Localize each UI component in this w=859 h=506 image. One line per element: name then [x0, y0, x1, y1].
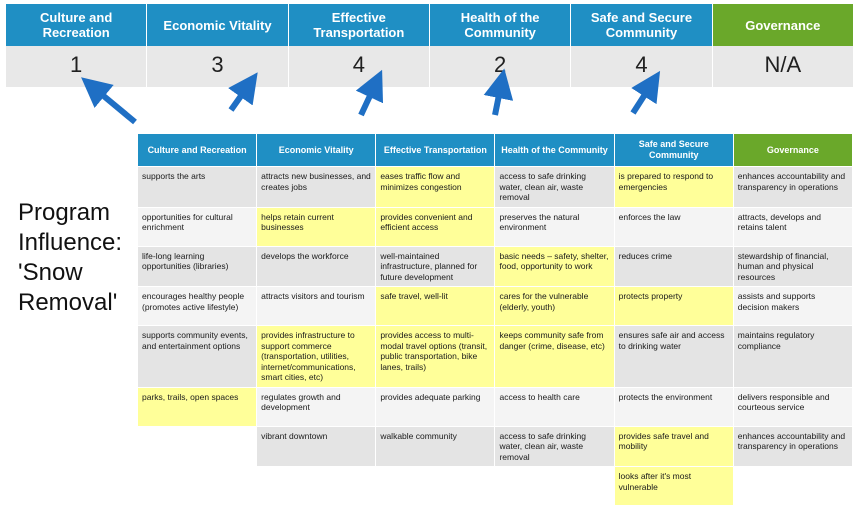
matrix-cell-r7-c2: [376, 467, 495, 506]
scorecard-score-5: N/A: [764, 52, 802, 77]
arrow-culture-recreation: [94, 88, 135, 122]
scorecard-score-4: 4: [571, 46, 712, 87]
matrix-cell-r5-c2: provides adequate parking: [376, 387, 495, 426]
table-row: [138, 387, 853, 426]
matrix-cell-r0-c3: access to safe drinking water, clean air, waste removal: [495, 167, 614, 208]
matrix-cell-r6-c3: access to safe drinking water, clean air, waste removal: [495, 426, 614, 467]
matrix-cell-r4-c1: provides infrastructure to support commerce (transportation, utilities, internet/communications, smart cities, etc): [257, 326, 376, 388]
matrix-cell-r5-c0: parks, trails, open spaces: [138, 387, 257, 426]
scorecard-score-2: 4: [289, 46, 430, 87]
matrix-cell-r1-c1: helps retain current businesses: [257, 207, 376, 246]
table-row: [138, 287, 853, 326]
table-row: [138, 326, 853, 388]
table-row: [138, 167, 853, 208]
matrix-cell-r3-c2: safe travel, well-lit: [376, 287, 495, 326]
matrix-cell-r6-c4: provides safe travel and mobility: [614, 426, 733, 467]
matrix-cell-r6-c5: enhances accountability and transparency in operations: [733, 426, 852, 467]
arrow-effective-transportation: [361, 85, 375, 115]
matrix-cell-r2-c2: well-maintained infrastructure, planned for future development: [376, 246, 495, 287]
scorecard-header-3: Health of the Community: [430, 4, 571, 46]
matrix-cell-r2-c1: develops the workforce: [257, 246, 376, 287]
matrix-header-row: [138, 134, 853, 167]
matrix-cell-r3-c4: protects property: [614, 287, 733, 326]
table-row: [138, 246, 853, 287]
matrix-header-4: Safe and Secure Community: [614, 134, 733, 167]
matrix-cell-r6-c2: walkable community: [376, 426, 495, 467]
matrix-cell-r4-c5: maintains regulatory compliance: [733, 326, 852, 388]
arrow-health-community: [495, 85, 501, 115]
caption-line-2: Influence:: [18, 229, 123, 256]
matrix-cell-r0-c1: attracts new businesses, and creates jobs: [257, 167, 376, 208]
matrix-cell-r0-c5: enhances accountability and transparency in operations: [733, 167, 852, 208]
matrix-cell-r2-c0: life-long learning opportunities (libraries): [138, 246, 257, 287]
caption-line-1: Program: [18, 199, 111, 226]
table-row: [138, 467, 853, 506]
matrix-cell-r6-c1: vibrant downtown: [257, 426, 376, 467]
scorecard-score-0: 1: [6, 46, 147, 87]
matrix-cell-r0-c2: eases traffic flow and minimizes congestion: [376, 167, 495, 208]
matrix-body: [138, 167, 853, 506]
arrow-economic-vitality: [231, 86, 248, 110]
matrix-cell-r4-c4: ensures safe air and access to drinking water: [614, 326, 733, 388]
matrix-header-2: Effective Transportation: [376, 134, 495, 167]
matrix-cell-r0-c0: supports the arts: [138, 167, 257, 208]
caption-line-3: 'Snow: [18, 259, 83, 286]
matrix-cell-r0-c4: is prepared to respond to emergencies: [614, 167, 733, 208]
scorecard-score-1: 3: [147, 46, 288, 87]
matrix-cell-r5-c1: regulates growth and development: [257, 387, 376, 426]
scorecard-score-row: [6, 46, 853, 87]
matrix-header-3: Health of the Community: [495, 134, 614, 167]
matrix-cell-r7-c0: [138, 467, 257, 506]
matrix-cell-r1-c4: enforces the law: [614, 207, 733, 246]
matrix-cell-r1-c0: opportunities for cultural enrichment: [138, 207, 257, 246]
arrow-safe-secure-community: [633, 85, 651, 113]
strategic-outcomes-scorecard: [6, 4, 853, 87]
matrix-cell-r4-c2: provides access to multi-modal travel options (transit, public transportation, bike lanes, trails): [376, 326, 495, 388]
matrix-cell-r7-c1: [257, 467, 376, 506]
matrix-cell-r6-c0: [138, 426, 257, 467]
matrix-cell-r7-c5: [733, 467, 852, 506]
matrix-cell-r3-c1: attracts visitors and tourism: [257, 287, 376, 326]
matrix-cell-r7-c3: [495, 467, 614, 506]
matrix-header-1: Economic Vitality: [257, 134, 376, 167]
matrix-header-0: Culture and Recreation: [138, 134, 257, 167]
outcome-statements-matrix: [137, 133, 853, 506]
matrix-cell-r5-c4: protects the environment: [614, 387, 733, 426]
matrix-cell-r5-c5: delivers responsible and courteous service: [733, 387, 852, 426]
scorecard-header-1: Economic Vitality: [147, 4, 288, 46]
matrix-cell-r1-c3: preserves the natural environment: [495, 207, 614, 246]
matrix-cell-r3-c0: encourages healthy people (promotes active lifestyle): [138, 287, 257, 326]
matrix-cell-r4-c0: supports community events, and entertainment options: [138, 326, 257, 388]
matrix-cell-r2-c4: reduces crime: [614, 246, 733, 287]
matrix-header-5: Governance: [733, 134, 852, 167]
program-influence-caption: [18, 198, 138, 318]
scorecard-header-4: Safe and Secure Community: [571, 4, 712, 46]
caption-line-4: Removal': [18, 289, 118, 316]
matrix-cell-r1-c5: attracts, develops and retains talent: [733, 207, 852, 246]
matrix-cell-r5-c3: access to health care: [495, 387, 614, 426]
scorecard-header-row: [6, 4, 853, 46]
scorecard-header-5: Governance: [713, 4, 853, 46]
scorecard-header-0: Culture and Recreation: [6, 4, 147, 46]
matrix-cell-r2-c5: stewardship of financial, human and physical resources: [733, 246, 852, 287]
scorecard-score-3: 2: [430, 46, 571, 87]
matrix-cell-r1-c2: provides convenient and efficient access: [376, 207, 495, 246]
matrix-cell-r4-c3: keeps community safe from danger (crime, disease, etc): [495, 326, 614, 388]
matrix-cell-r3-c5: assists and supports decision makers: [733, 287, 852, 326]
table-row: [138, 426, 853, 467]
scorecard-header-2: Effective Transportation: [289, 4, 430, 46]
matrix-cell-r7-c4: looks after it's most vulnerable: [614, 467, 733, 506]
matrix-cell-r2-c3: basic needs – safety, shelter, food, opportunity to work: [495, 246, 614, 287]
matrix-cell-r3-c3: cares for the vulnerable (elderly, youth): [495, 287, 614, 326]
table-row: [138, 207, 853, 246]
